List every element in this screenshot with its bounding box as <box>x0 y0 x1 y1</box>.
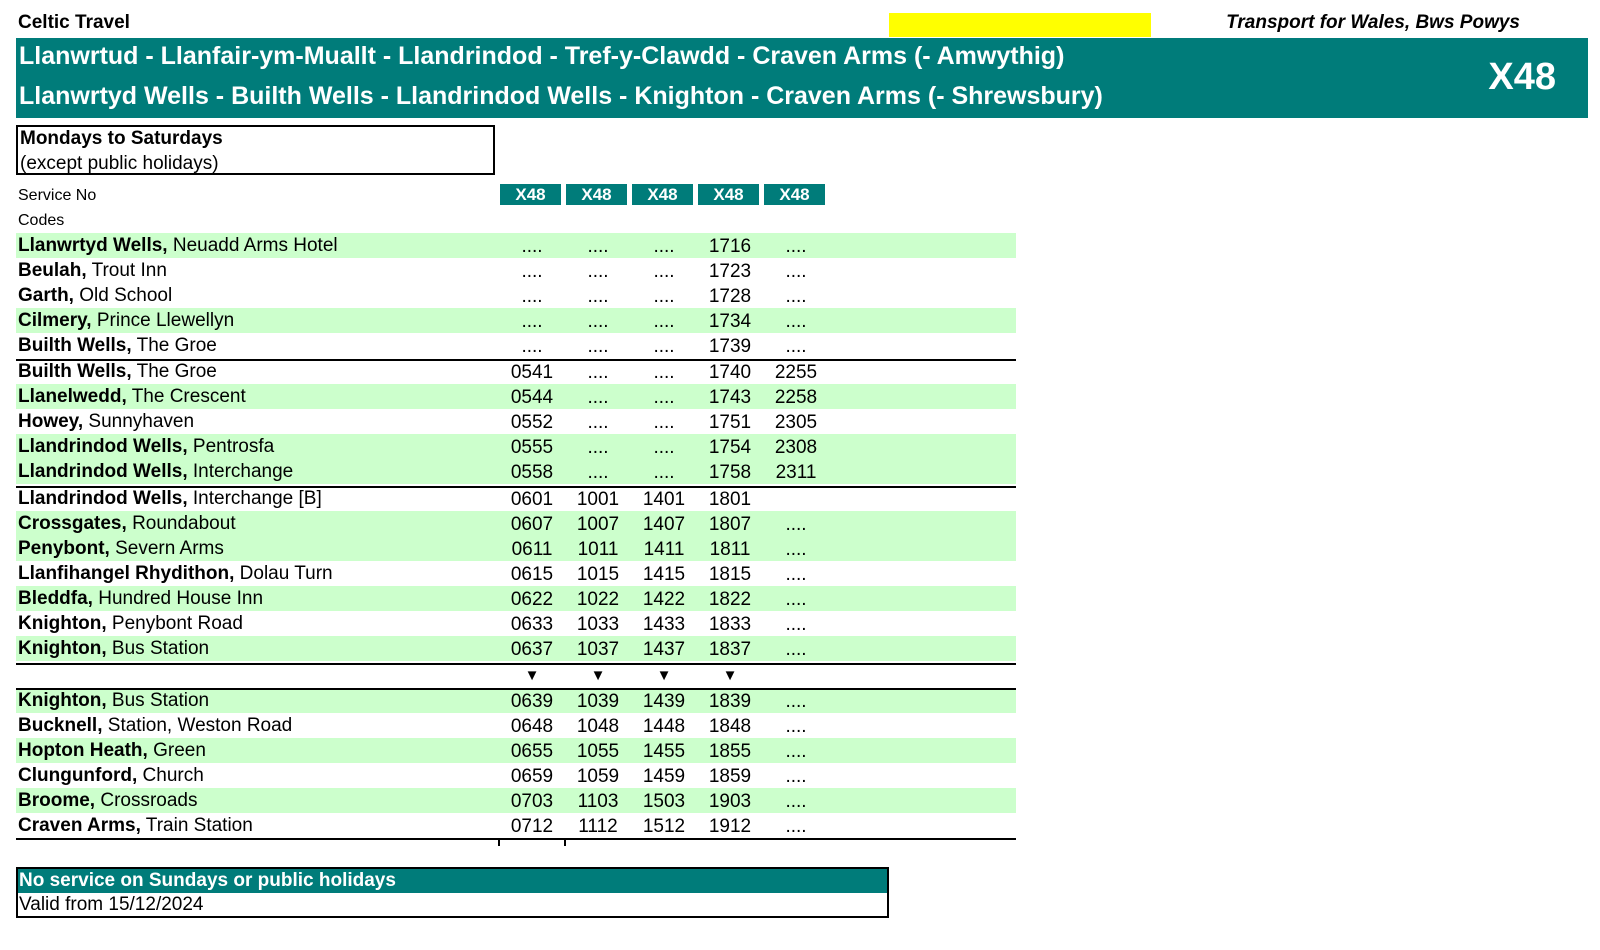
stop-name <box>18 459 293 484</box>
departure-time: .... <box>587 362 609 383</box>
departure-time: .... <box>785 691 807 712</box>
departure-time: 1833 <box>708 614 752 635</box>
section-divider <box>16 359 1016 361</box>
departure-time: 1728 <box>708 286 752 307</box>
departure-time: 0712 <box>510 816 554 837</box>
timetable-row <box>16 611 1016 636</box>
departure-time: .... <box>785 564 807 585</box>
stop-town: Beulah, <box>18 260 87 281</box>
departure-time: 0637 <box>510 639 554 660</box>
stop-name <box>18 688 209 713</box>
stop-place: The Groe <box>136 361 217 382</box>
timetable-row <box>16 813 1016 838</box>
stop-place: Pentrosfa <box>192 436 275 457</box>
timetable-row <box>16 511 1016 536</box>
timetable-row <box>16 561 1016 586</box>
departure-time: .... <box>785 311 807 332</box>
codes-label: Codes <box>18 212 65 229</box>
departure-time: .... <box>521 286 543 307</box>
departure-time: 1848 <box>708 716 752 737</box>
no-service-note: No service on Sundays or public holidays <box>18 869 887 893</box>
departure-time: 1112 <box>578 816 618 837</box>
stop-place: Trout Inn <box>91 260 167 281</box>
timetable-row <box>16 359 1016 384</box>
stop-town: Howey, <box>18 411 84 432</box>
departure-time: 0659 <box>510 766 554 787</box>
timetable-row <box>16 586 1016 611</box>
valid-from: Valid from 15/12/2024 <box>19 894 204 915</box>
departure-time: 0633 <box>510 614 554 635</box>
days-title: Mondays to Saturdays <box>20 128 223 149</box>
stop-place: Roundabout <box>132 513 236 534</box>
stop-place: Sunnyhaven <box>88 411 195 432</box>
departure-time: .... <box>521 336 543 357</box>
departure-time: 0648 <box>510 716 554 737</box>
stop-place: Dolau Turn <box>239 563 333 584</box>
departure-time: .... <box>653 387 675 408</box>
stop-town: Llandrindod Wells, <box>18 488 188 509</box>
departure-time: 0622 <box>510 589 554 610</box>
departure-time: 1912 <box>708 816 752 837</box>
footer-box <box>16 867 889 918</box>
departure-time: .... <box>587 387 609 408</box>
departure-time: 1459 <box>642 766 686 787</box>
timetable-row <box>16 233 1016 258</box>
stop-name <box>18 713 292 738</box>
timetable-row <box>16 283 1016 308</box>
departure-time: .... <box>653 261 675 282</box>
departure-time: .... <box>785 741 807 762</box>
stop-name <box>18 409 194 434</box>
departure-time: .... <box>785 236 807 257</box>
stop-town: Clungunford, <box>18 765 138 786</box>
departure-time: 1033 <box>576 614 620 635</box>
stop-town: Llandrindod Wells, <box>18 461 188 482</box>
timetable-row <box>16 434 1016 459</box>
departure-time: 0639 <box>510 691 554 712</box>
route-banner <box>16 38 1588 118</box>
service-number-badge: X48 <box>764 184 825 205</box>
departure-time: 1723 <box>708 261 752 282</box>
timetable-row <box>16 663 1016 688</box>
stop-name <box>18 763 204 788</box>
departure-time: .... <box>587 336 609 357</box>
departure-time: .... <box>653 336 675 357</box>
stop-town: Garth, <box>18 285 74 306</box>
stop-name <box>18 486 322 511</box>
departure-time: 0607 <box>510 514 554 535</box>
departure-time: 0601 <box>510 489 554 510</box>
column-tick <box>498 839 500 846</box>
stop-town: Llanwrtyd Wells, <box>18 235 168 256</box>
stop-place: Station, Weston Road <box>107 715 293 736</box>
departure-time: .... <box>587 311 609 332</box>
departure-time: 0611 <box>511 539 553 560</box>
stop-place: Train Station <box>145 815 253 836</box>
departure-time: 0552 <box>510 412 554 433</box>
departure-time: 1758 <box>708 462 752 483</box>
stop-name <box>18 738 206 763</box>
stop-town: Bucknell, <box>18 715 103 736</box>
departure-time: .... <box>653 412 675 433</box>
continues-arrow-icon: ▼ <box>590 667 606 684</box>
timetable-row <box>16 788 1016 813</box>
stop-town: Builth Wells, <box>18 335 132 356</box>
stop-name <box>18 813 253 838</box>
departure-time: 1855 <box>708 741 752 762</box>
column-tick <box>564 839 566 846</box>
departure-time: .... <box>653 462 675 483</box>
route-english: Llanwrtyd Wells - Builth Wells - Llandrindod Wells - Knighton - Craven Arms (- Shrewsbury) <box>19 82 1103 110</box>
stop-town: Knighton, <box>18 690 107 711</box>
departure-time: 1048 <box>576 716 620 737</box>
departure-time: 1015 <box>576 564 620 585</box>
stop-name <box>18 788 198 813</box>
departure-time: 1811 <box>709 539 751 560</box>
stop-place: Penybont Road <box>111 613 243 634</box>
timetable-row <box>16 536 1016 561</box>
departure-time: 2308 <box>774 437 818 458</box>
stop-name <box>18 359 217 384</box>
departure-time: 1433 <box>642 614 686 635</box>
departure-time: .... <box>587 437 609 458</box>
stop-place: Bus Station <box>111 690 210 711</box>
departure-time: 1007 <box>576 514 620 535</box>
service-number-badge: X48 <box>566 184 627 205</box>
stop-place: Neuadd Arms Hotel <box>172 235 338 256</box>
departure-time: 1716 <box>708 236 752 257</box>
stop-name <box>18 333 217 358</box>
section-divider <box>16 663 1016 665</box>
stop-town: Broome, <box>18 790 96 811</box>
departure-time: 2258 <box>774 387 818 408</box>
departure-time: 1011 <box>577 539 619 560</box>
departure-time: 1059 <box>576 766 620 787</box>
service-no-label: Service No <box>18 187 97 204</box>
continues-arrow-icon <box>764 663 828 688</box>
departure-time: 0544 <box>510 387 554 408</box>
departure-time: 1411 <box>643 539 685 560</box>
departure-time: 1401 <box>642 489 686 510</box>
departure-time: 1039 <box>576 691 620 712</box>
departure-time: 2311 <box>775 462 817 483</box>
stop-place: Old School <box>79 285 173 306</box>
stop-town: Knighton, <box>18 613 107 634</box>
stop-name <box>18 636 209 661</box>
departure-time: 0615 <box>510 564 554 585</box>
departure-time: 1903 <box>708 791 752 812</box>
departure-time: .... <box>785 539 807 560</box>
route-number: X48 <box>1488 56 1556 98</box>
departure-time: .... <box>785 816 807 837</box>
departure-time: .... <box>653 362 675 383</box>
section-divider <box>16 486 1016 488</box>
departure-time: 1503 <box>642 791 686 812</box>
departure-time: 1022 <box>576 589 620 610</box>
departure-time: .... <box>785 514 807 535</box>
timetable-row <box>16 258 1016 283</box>
departure-time: .... <box>785 791 807 812</box>
departure-time: .... <box>521 261 543 282</box>
timetable-row <box>16 738 1016 763</box>
stop-name <box>18 536 224 561</box>
departure-time: 1822 <box>708 589 752 610</box>
departure-time: 1743 <box>708 387 752 408</box>
departure-time: 1754 <box>708 437 752 458</box>
departure-time: 1734 <box>708 311 752 332</box>
stop-name <box>18 611 243 636</box>
stop-name <box>18 283 172 308</box>
stop-place: Severn Arms <box>115 538 224 559</box>
stop-town: Bleddfa, <box>18 588 93 609</box>
departure-time: 1103 <box>577 791 619 812</box>
stop-place: Bus Station <box>111 638 210 659</box>
stop-place: The Groe <box>136 335 217 356</box>
departure-time: 1001 <box>576 489 620 510</box>
stop-place: Interchange <box>192 461 294 482</box>
timetable-row <box>16 459 1016 484</box>
departure-time: .... <box>785 716 807 737</box>
departure-time: 1415 <box>642 564 686 585</box>
departure-time: .... <box>653 286 675 307</box>
stop-name <box>18 258 167 283</box>
departure-time: 1751 <box>708 412 752 433</box>
service-number-badge: X48 <box>500 184 561 205</box>
stop-town: Penybont, <box>18 538 110 559</box>
departure-time: .... <box>785 766 807 787</box>
timetable-row <box>16 763 1016 788</box>
timetable-row <box>16 688 1016 713</box>
departure-time: .... <box>587 236 609 257</box>
service-number-badge: X48 <box>632 184 693 205</box>
section-divider <box>16 688 1016 690</box>
departure-time: 1055 <box>576 741 620 762</box>
departure-time: 1837 <box>708 639 752 660</box>
stop-town: Cilmery, <box>18 310 92 331</box>
departure-time <box>764 486 828 511</box>
stop-town: Hopton Heath, <box>18 740 148 761</box>
stop-name <box>18 561 333 586</box>
departure-time: 2255 <box>774 362 818 383</box>
departure-time: 1439 <box>642 691 686 712</box>
departure-time: .... <box>785 614 807 635</box>
departure-time: 1839 <box>708 691 752 712</box>
departure-time: .... <box>785 261 807 282</box>
stop-place: Prince Llewellyn <box>96 310 235 331</box>
departure-time: .... <box>653 437 675 458</box>
days-box <box>16 125 495 175</box>
departure-time: 1037 <box>576 639 620 660</box>
departure-time: 1807 <box>708 514 752 535</box>
departure-time: .... <box>785 286 807 307</box>
departure-time: 1455 <box>642 741 686 762</box>
departure-time: .... <box>653 236 675 257</box>
stop-place: Church <box>142 765 204 786</box>
timetable-row <box>16 409 1016 434</box>
stop-place: Green <box>153 740 206 761</box>
departure-time: 1448 <box>642 716 686 737</box>
departure-time: 1815 <box>708 564 752 585</box>
stop-town: Llanfihangel Rhydithon, <box>18 563 235 584</box>
departure-time: 0703 <box>510 791 554 812</box>
partner-name: Transport for Wales, Bws Powys <box>1226 12 1520 33</box>
stop-name <box>18 586 263 611</box>
departure-time: 1801 <box>708 489 752 510</box>
timetable-row <box>16 308 1016 333</box>
departure-time: 1437 <box>642 639 686 660</box>
timetable-row <box>16 636 1016 661</box>
departure-time: .... <box>785 639 807 660</box>
stop-name <box>18 233 338 258</box>
departure-time: .... <box>785 336 807 357</box>
departure-time: 1422 <box>642 589 686 610</box>
operator-name: Celtic Travel <box>18 12 130 33</box>
continues-arrow-icon: ▼ <box>722 667 738 684</box>
stop-name <box>18 308 234 333</box>
stop-town: Llandrindod Wells, <box>18 436 188 457</box>
service-number-badge: X48 <box>698 184 759 205</box>
stop-town: Knighton, <box>18 638 107 659</box>
stop-town: Craven Arms, <box>18 815 141 836</box>
stop-name <box>18 511 236 536</box>
stop-place: Hundred House Inn <box>98 588 264 609</box>
departure-time: 1407 <box>642 514 686 535</box>
departure-time: 0558 <box>510 462 554 483</box>
continues-arrow-icon: ▼ <box>524 667 540 684</box>
timetable-row <box>16 486 1016 511</box>
departure-time: .... <box>785 589 807 610</box>
timetable-row <box>16 713 1016 738</box>
stop-town: Builth Wells, <box>18 361 132 382</box>
route-welsh: Llanwrtud - Llanfair-ym-Muallt - Llandrindod - Tref-y-Clawdd - Craven Arms (- Amwythig) <box>19 42 1065 70</box>
stop-place: Interchange [B] <box>192 488 322 509</box>
departure-time: 1739 <box>708 336 752 357</box>
highlight-box <box>889 13 1151 37</box>
departure-time: .... <box>521 236 543 257</box>
stop-name <box>18 434 274 459</box>
departure-time: 0555 <box>510 437 554 458</box>
departure-time: 0655 <box>510 741 554 762</box>
timetable-row <box>16 384 1016 409</box>
departure-time: .... <box>653 311 675 332</box>
stop-town: Llanelwedd, <box>18 386 127 407</box>
departure-time: .... <box>587 286 609 307</box>
departure-time: .... <box>587 412 609 433</box>
stop-place: Crossroads <box>100 790 198 811</box>
departure-time: .... <box>521 311 543 332</box>
departure-time: 1740 <box>708 362 752 383</box>
table-bottom-rule <box>16 838 1016 840</box>
departure-time: .... <box>587 462 609 483</box>
stop-place: The Crescent <box>131 386 246 407</box>
departure-time: 1859 <box>708 766 752 787</box>
days-subtitle: (except public holidays) <box>20 153 219 174</box>
stop-name <box>18 384 246 409</box>
timetable-row <box>16 333 1016 358</box>
departure-time: 1512 <box>642 816 686 837</box>
departure-time: 2305 <box>774 412 818 433</box>
stop-town: Crossgates, <box>18 513 127 534</box>
continues-arrow-icon: ▼ <box>656 667 672 684</box>
departure-time: .... <box>587 261 609 282</box>
departure-time: 0541 <box>510 362 554 383</box>
